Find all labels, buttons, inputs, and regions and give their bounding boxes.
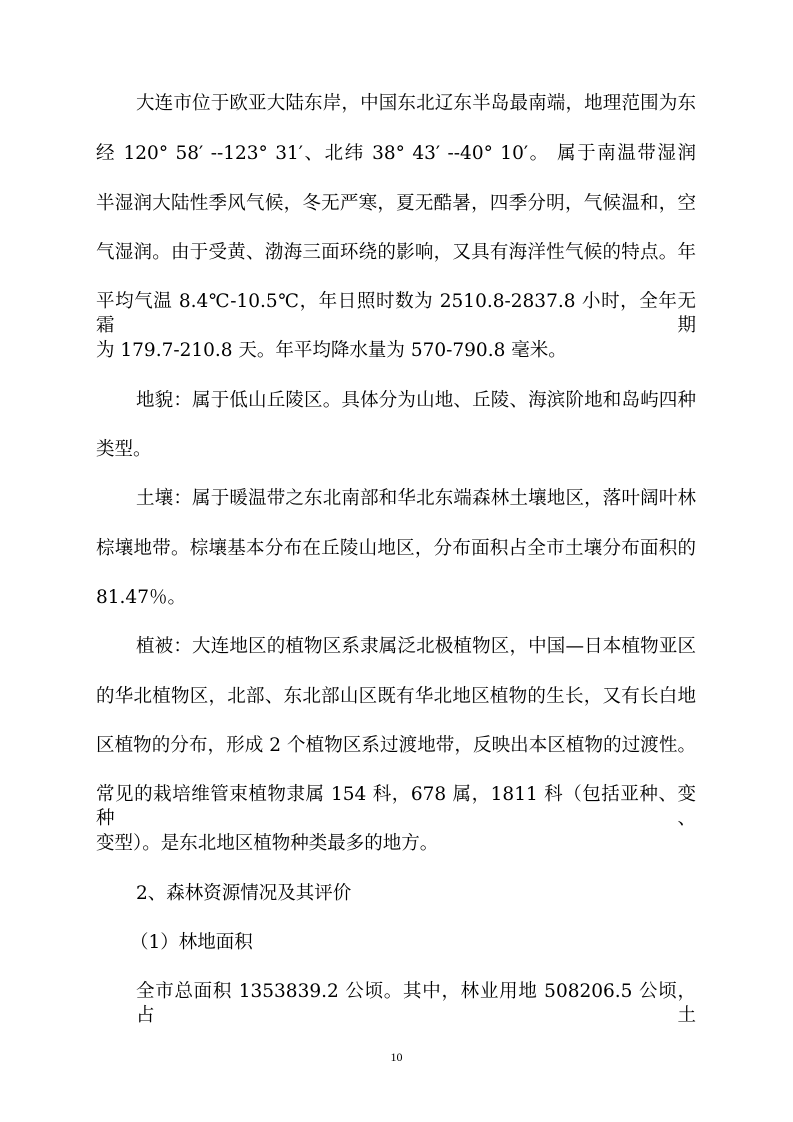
text-line: 变型）。是东北地区植物种类最多的地方。 bbox=[96, 833, 439, 854]
text-line: 的华北植物区，北部、东北部山区既有华北地区植物的生长，又有长白地 bbox=[96, 686, 696, 707]
text-line: 气湿润。由于受黄、渤海三面环绕的影响，又具有海洋性气候的特点。年 bbox=[96, 242, 696, 263]
text-line: 土壤：属于暖温带之东北南部和华北东端森林土壤地区，落叶阔叶林 bbox=[136, 488, 696, 509]
text-line: 常见的栽培维管束植物隶属 154 科，678 属，1811 科（包括亚种、变种、 bbox=[96, 784, 696, 829]
text-line: 半湿润大陆性季风气候，冬无严寒，夏无酷暑，四季分明，气候温和，空 bbox=[96, 193, 696, 214]
text-line: 类型。 bbox=[96, 439, 152, 460]
text-line: 为 179.7-210.8 天。年平均降水量为 570-790.8 毫米。 bbox=[96, 340, 567, 361]
text-line: 经 120° 58′ --123° 31′、北纬 38° 43′ --40° 10′。 属于南温带湿润 bbox=[96, 143, 696, 164]
text-line: 区植物的分布，形成 2 个植物区系过渡地带，反映出本区植物的过渡性。 bbox=[96, 735, 696, 756]
text-line: 棕壤地带。棕壤基本分布在丘陵山地区，分布面积占全市土壤分布面积的 bbox=[96, 538, 696, 559]
text-line: 大连市位于欧亚大陆东岸，中国东北辽东半岛最南端，地理范围为东 bbox=[136, 93, 696, 114]
text-line: 地貌：属于低山丘陵区。具体分为山地、丘陵、海滨阶地和岛屿四种 bbox=[136, 390, 696, 411]
subsection-heading: （1）林地面积 bbox=[130, 932, 253, 953]
text-line: 81.47％。 bbox=[96, 587, 186, 608]
text-line: 植被：大连地区的植物区系隶属泛北极植物区，中国—日本植物亚区 bbox=[136, 636, 696, 657]
section-heading: 2、森林资源情况及其评价 bbox=[136, 883, 352, 904]
text-line: 全市总面积 1353839.2 公顷。其中，林业用地 508206.5 公顷，占土 bbox=[136, 981, 696, 1026]
page-number: 10 bbox=[390, 1050, 403, 1064]
text-line: 平均气温 8.4℃-10.5℃，年日照时数为 2510.8-2837.8 小时，全年无霜期 bbox=[96, 291, 696, 336]
